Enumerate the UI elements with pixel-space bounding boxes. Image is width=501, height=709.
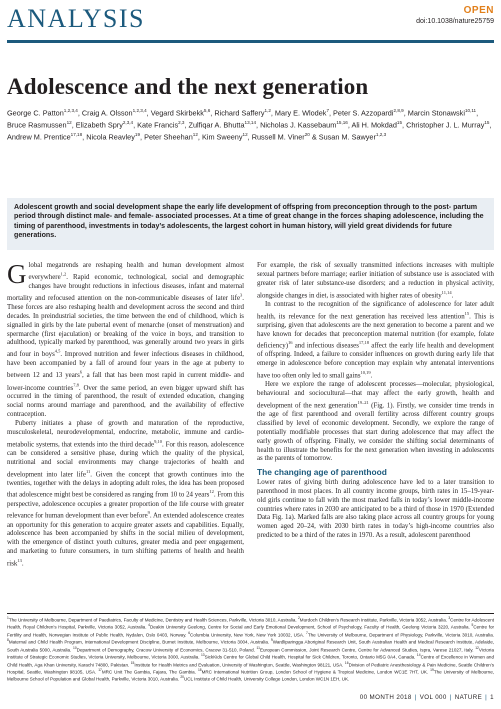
body-paragraph: Puberty initiates a phase of growth and maturation of the reproductive, musculoskeletal, neurodevelopmental, endocrine, metabolic, immune and cardio-metabolic systems, that extends into the third decade$^{9,10}$. For this reason, adolescence can be considered a sensitive phase, during which the quality of the physical, nutritional and social environments may change trajectories of health and development into later life$^{11}$. Given the concept that growth continues into the twenties, together with the delays in adopting adult roles, the idea has been proposed that adolescence might best be considered as ranging from 10 to 24 years$^{12}$. From this perspective, adolescence occupies a greater proportion of the life course with greater relevance for human development than ever before$^9$. An extended adolescence creates an opportunity for this generation to acquire greater assets and capabilities. Equally, adolescence has been accompanied by shifts in the social milieu of development, with the emergence of distinct youth cultures, greater media and peer engagement, and marketing to future consumers, in turn shifting patterns of health and health risk$^{13}$.: [7, 419, 244, 568]
section-label: ANALYSIS: [7, 4, 145, 33]
page-footer: 00 MONTH 2018 | VOL 000 | NATURE | 1: [359, 694, 494, 701]
footer-date: 00 MONTH 2018: [359, 694, 412, 701]
page-header: [7, 4, 494, 38]
drop-cap: G: [7, 259, 27, 289]
open-access-badge: OPEN: [463, 5, 494, 16]
body-paragraph: For example, the risk of sexually transmitted infections increases with multiple sexual partners before marriage; earlier initiation of substance use is associated with greater risk of later substance-use disorders; and a reduction in physical activity, alongside changes in diet, is associated with higher rates of obesity$^{11,14}$.: [257, 262, 494, 299]
abstract-box: Adolescent growth and social development shape the early life development of offspring from preconception through to the post- partum period through distinct male- and female- associated processes. At a time of great change in the forces shaping adolescence, including the timing of parenthood, investments in today’s adolescents, the largest cohort in human history, will yield great dividends for future generations.: [7, 198, 494, 250]
header-rule: [7, 40, 494, 43]
footer-volume: VOL 000: [419, 694, 447, 701]
affiliations-footnote: $^1$The University of Melbourne, Department of Paediatrics, Faculty of Medicine, Dentistry and Health Sciences, Parkville, Victoria 3010, Australia. $^2$Murdoch Children’s Research Institute, Parkville, Victoria 3052, Australia. $^3$Centre for Adolescent Health, Royal Children’s Hospital, Parkville, Victoria 3052, Australia. $^4$Deakin University Geelong, Centre for Social and Early Emotional Development, School of Psychology, Faculty of Health, Geelong Victoria 3220, Australia. $^5$Centre for Fertility and Health, Norwegian Institute of Public Health, Nydalen, Oslo 0403, Norway. $^6$Columbia University, New York, New York 10032, USA. $^7$The University of Melbourne, Department of Physiology, Parkville, Victoria 3010, Australia. $^8$Maternal and Child Health Program, International Development Discipline, Burnet Institute, Melbourne, Victoria 3004, Australia. $^9$Wardliparingga Aboriginal Research Unit, South Australian Health and Medical Research Institute, Adelaide, South Australia 5000, Australia. $^{10}$Department of Demography, Cracow University of Economics, Cracow 31-510, Poland. $^{11}$European Commission, Joint Research Centre, Centre for Advanced Studies, Ispra, Varese 21027, Italy. $^{12}$Victoria Institute of Strategic Economic Studies, Victoria University, Melbourne, Victoria 3000, Australia. $^{13}$SickKids Centre for Global Child Health, Hospital for Sick Children, Toronto, Ontario M5G 0A4, Canada. $^{14}$Centre of Excellence in Women and Child Health, Aga Khan University, Karachi 74800, Pakistan. $^{15}$Institute for Health Metrics and Evaluation, University of Washington, Seattle, Washington 98121, USA. $^{16}$Division of Pediatric Anesthesiology & Pain Medicine, Seattle Children’s Hospital, Seattle, Washington 98105, USA. $^{17}$MRC Unit The Gambia, Fajara, The Gambia. $^{18}$MRC International Nutrition Group, London School of Hygiene & Tropical Medicine, London WC1E 7HT, UK. $^{19}$The University of Melbourne, Melbourne School of Population and Global Health, Parkville, Victoria 3010, Australia. $^{20}$UCL Institute of Child Health, University College London, London WC1N 1EH, UK.: [7, 616, 495, 682]
body-column-right: [257, 262, 494, 541]
doi-link[interactable]: doi:10.1038/nature25759: [416, 18, 494, 25]
body-paragraph: Here we explore the range of adolescent processes—molecular, physiological, behavioural and sociocultural—that may affect the early growth, health and development of the next generation$^{19-21}$ (Fig. 1). Firstly, we consider time trends in the age of first parenthood and overall fertility across different country groups classified by level of economic development. Secondly, we explore the range of potentially modifiable processes that start during adolescence that may affect the early growth of offspring. Finally, we consider the shifting social determinants of health to illustrate the benefits for the next generation when investing in adolescents as the parents of tomorrow.: [257, 381, 494, 463]
author-list: George C. Patton$^{1,2,3,4}$, Craig A. Olsson$^{1,2,3,4}$, Vegard Skirbekk$^{5,6}$, Richard Saffery$^{1,2}$, Mary E. Wlodek$^7$, Peter S. Azzopardi$^{2,8,9}$, Marcin Stonawski$^{10,11}$, Bruce Rasmussen$^{12}$, Elizabeth Spry$^{2,3,4}$, Kate Francis$^{2,3}$, Zulfiqar A. Bhutta$^{13,14}$, Nicholas J. Kassebaum$^{15,16}$, Ali H. Mokdad$^{15}$, Christopher J. L. Murray$^{15}$, Andrew M. Prentice$^{17,18}$, Nicola Reavley$^{19}$, Peter Sheehan$^{12}$, Kim Sweeny$^{12}$, Russell M. Viner$^{20}$ & Susan M. Sawyer$^{1,2,3}$: [7, 108, 492, 142]
body-paragraph: Lower rates of giving birth during adolescence have led to a later transition to parenthood in most places. In all country income groups, birth rates in 15–19-year-old girls continue to fall with the most marked falls in today’s lower middle-income countries where rates in 2030 are anticipated to be a third of those in 1970 (Extended Data Fig. 1a). Marked falls are also taking place across all country groups for young women aged 20–24, with 2030 birth rates in today’s high-income countries also predicted to be a third of the rates in 1970. As a result, adolescent parenthood: [257, 479, 494, 540]
section-heading: The changing age of parenthood: [257, 467, 387, 478]
footer-journal: NATURE: [454, 694, 483, 701]
footer-page-number: 1: [490, 694, 494, 701]
body-paragraph: In contrast to the recognition of the significance of adolescence for later adult health, its relevance for the next generation has received less attention$^{15}$. This is surprising, given that adolescents are the next generation to become a parent and we have known for decades that preconception maternal nutrition (for example, folate deficiency)$^{16}$ and infectious diseases$^{17,18}$ affect the early life health and development of offspring. Indeed, a failure to consider influences on growth during early life that emerge in adolescence before conception may explain why antenatal interventions have too often only led to small gains$^{10,19}$.: [257, 300, 494, 380]
article-title: Adolescence and the next generation: [7, 74, 369, 99]
footnote-rule: [7, 613, 494, 614]
body-paragraph: Global megatrends are reshaping health and human development almost everywhere$^{1,2}$. Rapid economic, technological, social and demographic changes have brought reductions in infectious diseases, infant and maternal mortality and refocused attention on the non-communicable diseases of later life$^3$. These forces are also reshaping health and development across the second and third decades. In preindustrial societies, the time between the end of childhood, which is signalled in girls by the late pubertal event of menarche (onset of menstruation) and spermarche (first ejaculation) or breaking of the voice in boys, and transition to adulthood, typically marked by parenthood, was generally around two years in girls and four in boys$^{4,5}$. Improved nutrition and fewer infectious diseases in childhood, have been accompanied by a fall of around four years in the age at puberty to between 12 and 13 years$^6$, a fall that has been most rapid in current middle- and lower-income countries$^{7,8}$. Over the same period, an even bigger upward shift has occurred in the timing of parenthood, the result of extended education, changing social norms around marriage and parenthood, and the availability of effective contraception.: [7, 259, 245, 419]
body-column-left: [7, 259, 245, 569]
